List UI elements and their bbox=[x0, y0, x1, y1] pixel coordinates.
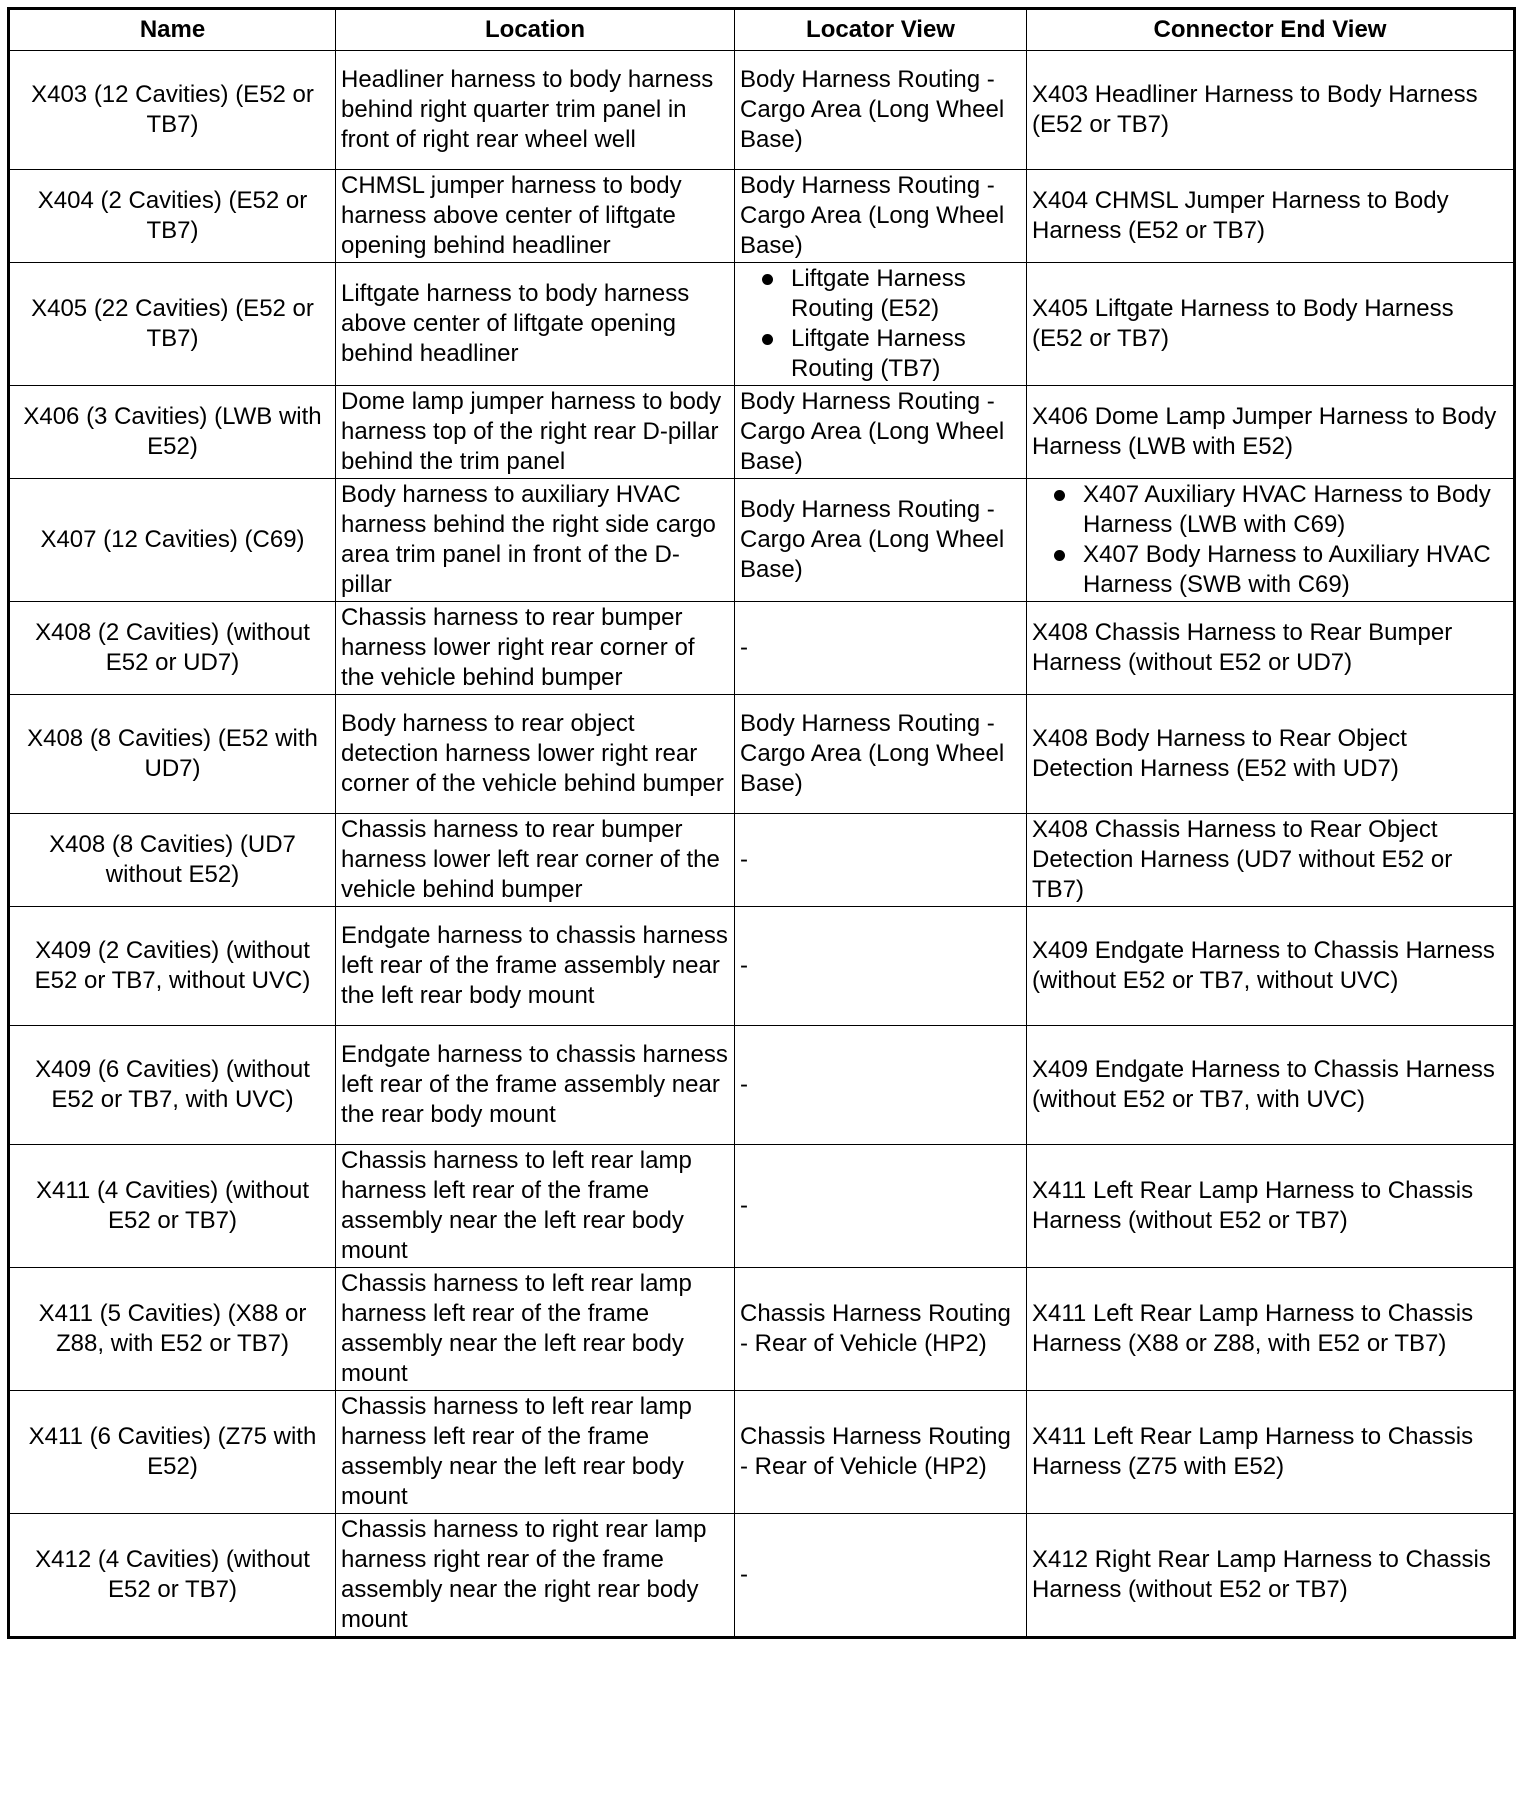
connector-end-view-link[interactable]: X407 Body Harness to Auxiliary HVAC Harness (SWB with C69) bbox=[1032, 540, 1509, 600]
connector-location: Endgate harness to chassis harness left rear of the frame assembly near the rear body mount bbox=[336, 1026, 735, 1145]
locator-view-link[interactable]: Chassis Harness Routing - Rear of Vehicle (HP2) bbox=[740, 1423, 1011, 1480]
connector-end-view-cell bbox=[1027, 1268, 1515, 1391]
connector-end-view-link[interactable]: X411 Left Rear Lamp Harness to Chassis Harness (X88 or Z88, with E52 or TB7) bbox=[1032, 1300, 1474, 1357]
connector-location: Liftgate harness to body harness above center of liftgate opening behind headliner bbox=[336, 263, 735, 386]
connector-end-view-cell bbox=[1027, 1026, 1515, 1145]
table-row bbox=[9, 51, 1515, 170]
connector-name: X408 (8 Cavities) (E52 with UD7) bbox=[9, 695, 336, 814]
locator-view-cell bbox=[735, 1145, 1027, 1268]
table-row bbox=[9, 1514, 1515, 1638]
connector-end-view-link[interactable]: X409 Endgate Harness to Chassis Harness (without E52 or TB7, with UVC) bbox=[1032, 1056, 1495, 1113]
connector-location: Dome lamp jumper harness to body harness top of the right rear D-pillar behind the trim panel bbox=[336, 386, 735, 479]
connector-location: Chassis harness to left rear lamp harness left rear of the frame assembly near the left rear body mount bbox=[336, 1145, 735, 1268]
locator-view-link[interactable]: Liftgate Harness Routing (E52) bbox=[740, 264, 1022, 324]
connector-name: X408 (2 Cavities) (without E52 or UD7) bbox=[9, 602, 336, 695]
connector-end-view-link[interactable]: X409 Endgate Harness to Chassis Harness (without E52 or TB7, without UVC) bbox=[1032, 937, 1495, 994]
locator-view-cell bbox=[735, 602, 1027, 695]
connector-end-view-cell bbox=[1027, 386, 1515, 479]
locator-view-none: - bbox=[740, 846, 748, 873]
locator-view-link[interactable]: Body Harness Routing - Cargo Area (Long Wheel Base) bbox=[740, 496, 1005, 583]
table-row bbox=[9, 1026, 1515, 1145]
header-name: Name bbox=[9, 9, 336, 51]
connector-table bbox=[7, 7, 1516, 1639]
table-row bbox=[9, 386, 1515, 479]
connector-location: CHMSL jumper harness to body harness above center of liftgate opening behind headliner bbox=[336, 170, 735, 263]
connector-end-view-cell bbox=[1027, 907, 1515, 1026]
connector-location: Chassis harness to rear bumper harness lower right rear corner of the vehicle behind bumper bbox=[336, 602, 735, 695]
locator-view-cell bbox=[735, 263, 1027, 386]
connector-name: X404 (2 Cavities) (E52 or TB7) bbox=[9, 170, 336, 263]
connector-end-view-link[interactable]: X411 Left Rear Lamp Harness to Chassis Harness (Z75 with E52) bbox=[1032, 1423, 1474, 1480]
locator-view-cell bbox=[735, 479, 1027, 602]
table-row bbox=[9, 1391, 1515, 1514]
connector-end-view-link[interactable]: X405 Liftgate Harness to Body Harness (E52 or TB7) bbox=[1032, 295, 1454, 352]
connector-location: Headliner harness to body harness behind right quarter trim panel in front of right rear wheel well bbox=[336, 51, 735, 170]
header-connector-end-view: Connector End View bbox=[1027, 9, 1515, 51]
locator-view-none: - bbox=[740, 634, 748, 661]
locator-view-link[interactable]: Body Harness Routing - Cargo Area (Long Wheel Base) bbox=[740, 172, 1005, 259]
table-row bbox=[9, 1145, 1515, 1268]
table-row bbox=[9, 479, 1515, 602]
connector-end-view-link[interactable]: X403 Headliner Harness to Body Harness (E52 or TB7) bbox=[1032, 81, 1478, 138]
connector-name: X409 (2 Cavities) (without E52 or TB7, without UVC) bbox=[9, 907, 336, 1026]
locator-view-link[interactable]: Liftgate Harness Routing (TB7) bbox=[740, 324, 1022, 384]
connector-end-view-cell bbox=[1027, 1145, 1515, 1268]
connector-name: X411 (5 Cavities) (X88 or Z88, with E52 or TB7) bbox=[9, 1268, 336, 1391]
connector-location: Body harness to auxiliary HVAC harness behind the right side cargo area trim panel in front of the D-pillar bbox=[336, 479, 735, 602]
locator-view-link[interactable]: Chassis Harness Routing - Rear of Vehicle (HP2) bbox=[740, 1300, 1011, 1357]
locator-view-list bbox=[740, 264, 1022, 384]
connector-location: Body harness to rear object detection harness lower right rear corner of the vehicle behind bumper bbox=[336, 695, 735, 814]
locator-view-none: - bbox=[740, 952, 748, 979]
connector-name: X403 (12 Cavities) (E52 or TB7) bbox=[9, 51, 336, 170]
connector-end-view-list bbox=[1032, 480, 1509, 600]
connector-name: X411 (6 Cavities) (Z75 with E52) bbox=[9, 1391, 336, 1514]
connector-location: Chassis harness to rear bumper harness lower left rear corner of the vehicle behind bumper bbox=[336, 814, 735, 907]
locator-view-cell bbox=[735, 1026, 1027, 1145]
connector-name: X406 (3 Cavities) (LWB with E52) bbox=[9, 386, 336, 479]
connector-location: Chassis harness to right rear lamp harness right rear of the frame assembly near the right rear body mount bbox=[336, 1514, 735, 1638]
connector-end-view-cell bbox=[1027, 814, 1515, 907]
table-row bbox=[9, 814, 1515, 907]
table-row bbox=[9, 263, 1515, 386]
table-row bbox=[9, 170, 1515, 263]
connector-end-view-link[interactable]: X408 Body Harness to Rear Object Detection Harness (E52 with UD7) bbox=[1032, 725, 1407, 782]
header-locator-view: Locator View bbox=[735, 9, 1027, 51]
locator-view-cell bbox=[735, 1268, 1027, 1391]
connector-table-page bbox=[7, 7, 1513, 1639]
locator-view-cell bbox=[735, 1514, 1027, 1638]
connector-end-view-link[interactable]: X412 Right Rear Lamp Harness to Chassis Harness (without E52 or TB7) bbox=[1032, 1546, 1491, 1603]
locator-view-link[interactable]: Body Harness Routing - Cargo Area (Long Wheel Base) bbox=[740, 710, 1005, 797]
header-row bbox=[9, 9, 1515, 51]
table-row bbox=[9, 907, 1515, 1026]
locator-view-none: - bbox=[740, 1192, 748, 1219]
connector-name: X405 (22 Cavities) (E52 or TB7) bbox=[9, 263, 336, 386]
connector-end-view-cell bbox=[1027, 1514, 1515, 1638]
locator-view-none: - bbox=[740, 1071, 748, 1098]
connector-location: Chassis harness to left rear lamp harness left rear of the frame assembly near the left rear body mount bbox=[336, 1268, 735, 1391]
connector-end-view-cell bbox=[1027, 263, 1515, 386]
locator-view-link[interactable]: Body Harness Routing - Cargo Area (Long Wheel Base) bbox=[740, 66, 1005, 153]
locator-view-cell bbox=[735, 170, 1027, 263]
connector-end-view-cell bbox=[1027, 1391, 1515, 1514]
connector-end-view-link[interactable]: X407 Auxiliary HVAC Harness to Body Harness (LWB with C69) bbox=[1032, 480, 1509, 540]
connector-name: X408 (8 Cavities) (UD7 without E52) bbox=[9, 814, 336, 907]
connector-location: Endgate harness to chassis harness left rear of the frame assembly near the left rear body mount bbox=[336, 907, 735, 1026]
connector-location: Chassis harness to left rear lamp harness left rear of the frame assembly near the left rear body mount bbox=[336, 1391, 735, 1514]
locator-view-none: - bbox=[740, 1561, 748, 1588]
header-location: Location bbox=[336, 9, 735, 51]
connector-end-view-link[interactable]: X411 Left Rear Lamp Harness to Chassis Harness (without E52 or TB7) bbox=[1032, 1177, 1474, 1234]
connector-end-view-cell bbox=[1027, 170, 1515, 263]
connector-end-view-link[interactable]: X406 Dome Lamp Jumper Harness to Body Harness (LWB with E52) bbox=[1032, 403, 1497, 460]
locator-view-link[interactable]: Body Harness Routing - Cargo Area (Long Wheel Base) bbox=[740, 388, 1005, 475]
connector-end-view-link[interactable]: X408 Chassis Harness to Rear Object Detection Harness (UD7 without E52 or TB7) bbox=[1032, 816, 1453, 903]
table-row bbox=[9, 695, 1515, 814]
connector-name: X409 (6 Cavities) (without E52 or TB7, with UVC) bbox=[9, 1026, 336, 1145]
connector-name: X407 (12 Cavities) (C69) bbox=[9, 479, 336, 602]
locator-view-cell bbox=[735, 814, 1027, 907]
table-row bbox=[9, 1268, 1515, 1391]
locator-view-cell bbox=[735, 907, 1027, 1026]
locator-view-cell bbox=[735, 51, 1027, 170]
connector-name: X412 (4 Cavities) (without E52 or TB7) bbox=[9, 1514, 336, 1638]
connector-name: X411 (4 Cavities) (without E52 or TB7) bbox=[9, 1145, 336, 1268]
connector-end-view-cell bbox=[1027, 695, 1515, 814]
connector-end-view-link[interactable]: X408 Chassis Harness to Rear Bumper Harness (without E52 or UD7) bbox=[1032, 619, 1453, 676]
connector-end-view-cell bbox=[1027, 602, 1515, 695]
connector-end-view-cell bbox=[1027, 51, 1515, 170]
locator-view-cell bbox=[735, 386, 1027, 479]
locator-view-cell bbox=[735, 1391, 1027, 1514]
locator-view-cell bbox=[735, 695, 1027, 814]
connector-end-view-link[interactable]: X404 CHMSL Jumper Harness to Body Harness (E52 or TB7) bbox=[1032, 187, 1449, 244]
connector-end-view-cell bbox=[1027, 479, 1515, 602]
table-row bbox=[9, 602, 1515, 695]
